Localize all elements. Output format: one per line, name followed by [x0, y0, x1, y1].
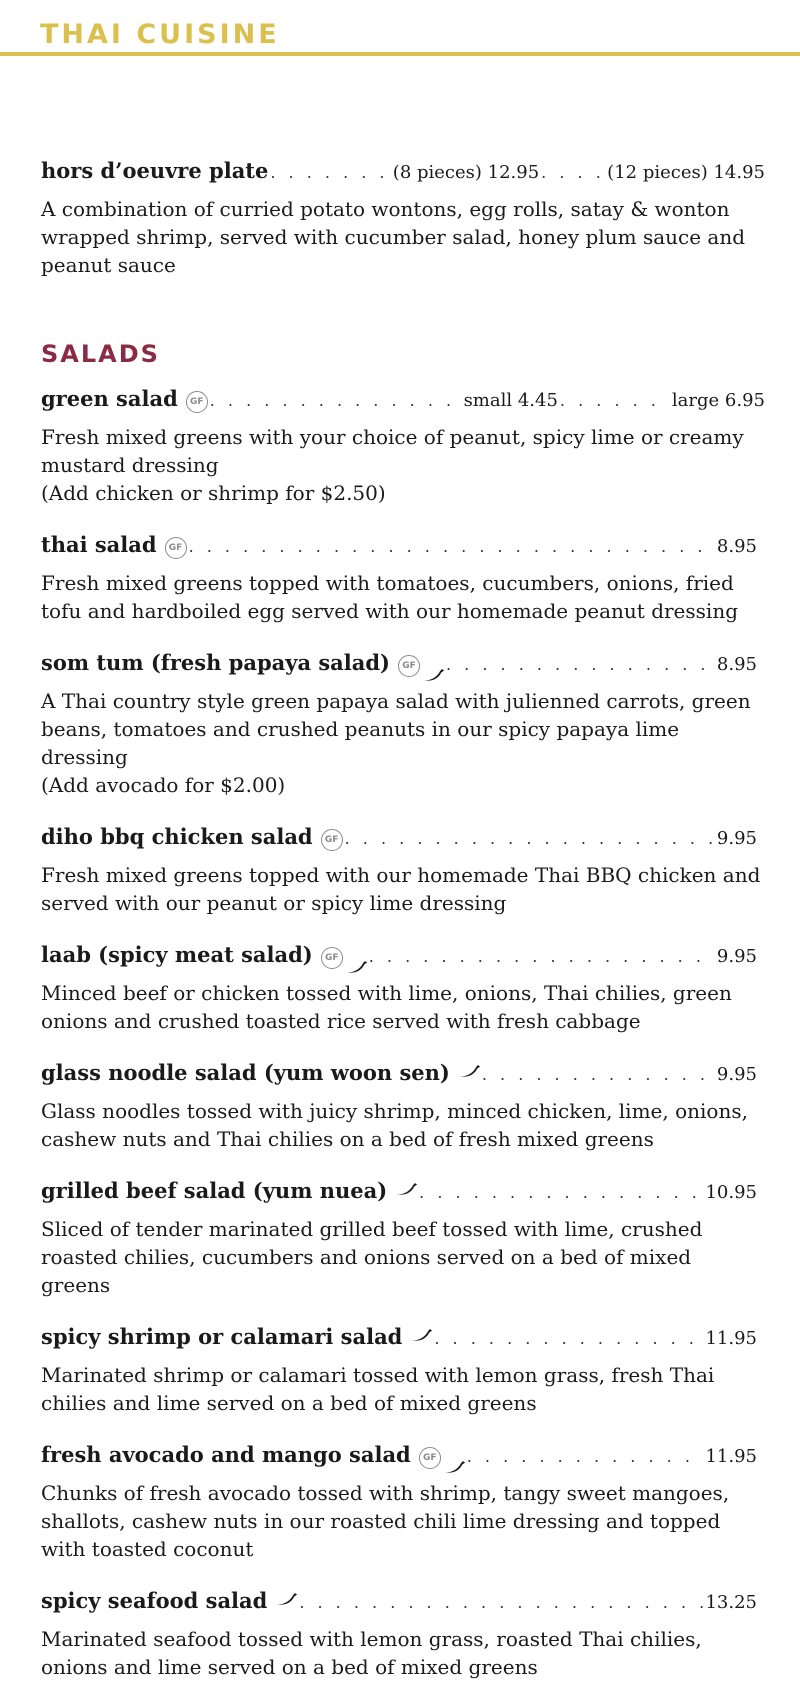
gluten-free-icon: GF [165, 537, 187, 559]
item-line [41, 1321, 765, 1355]
gluten-free-icon: GF [321, 947, 343, 969]
item-description [41, 979, 765, 1035]
menu-item [41, 1057, 765, 1153]
item-name: diho bbq chicken salad [41, 824, 313, 849]
item-line [41, 1585, 765, 1619]
dot-leader [467, 1441, 704, 1473]
item-line [41, 1439, 765, 1473]
item-price: 9.95 [716, 946, 757, 967]
menu-item-hors-doeuvre [41, 155, 765, 279]
item-name: som tum (fresh papaya salad) [41, 650, 390, 675]
item-line [41, 1175, 765, 1209]
item-badges [419, 1449, 465, 1471]
item-line [41, 939, 765, 973]
chili-pepper-icon [422, 659, 444, 673]
item-name: fresh avocado and mango salad [41, 1442, 411, 1467]
description-line: A combination of curried potato wontons, egg rolls, satay & wonton wrapped shrimp, served with cucumber salad, honey plum sauce and peanut sauce [41, 197, 746, 277]
description-line: Fresh mixed greens topped with our homemade Thai BBQ chicken and served with our peanut or spicy lime dressing [41, 863, 761, 915]
item-name: laab (spicy meat salad) [41, 942, 313, 967]
item-line [41, 1057, 765, 1091]
item-description [41, 1097, 765, 1153]
description-line: Glass noodles tossed with juicy shrimp, minced chicken, lime, onions, cashew nuts and Thai chilies on a bed of fresh mixed greens [41, 1099, 748, 1151]
item-description [41, 861, 765, 917]
item-description [41, 569, 765, 625]
dot-leader [419, 1177, 703, 1209]
item-line [41, 383, 765, 417]
dot-leader [345, 823, 715, 855]
menu-item [41, 1321, 765, 1417]
description-line: Marinated shrimp or calamari tossed with lemon grass, fresh Thai chilies and lime served on a bed of mixed greens [41, 1363, 715, 1415]
gluten-free-icon: GF [321, 829, 343, 851]
page-title: THAI CUISINE [40, 19, 280, 50]
dot-leader [560, 385, 670, 417]
description-line: A Thai country style green papaya salad with julienned carrots, green beans, tomatoes and crushed peanuts in our spicy papaya lime dressing [41, 689, 751, 769]
item-line [41, 821, 765, 855]
item-description [41, 423, 765, 507]
price-small: small 4.45 [463, 390, 558, 411]
description-line: Marinated seafood tossed with lemon grass, roasted Thai chilies, onions and lime served on a bed of mixed greens [41, 1627, 702, 1679]
dot-leader [270, 157, 390, 189]
menu-item [41, 529, 765, 625]
item-description [41, 195, 765, 279]
dot-leader [446, 649, 715, 681]
item-name: grilled beef salad (yum nuea) [41, 1178, 388, 1203]
item-name: thai salad [41, 532, 157, 557]
description-line: Minced beef or chicken tossed with lime, onions, Thai chilies, green onions and crushed toasted rice served with fresh cabbage [41, 981, 732, 1033]
description-line: Sliced of tender marinated grilled beef tossed with lime, crushed roasted chilies, cucumbers and onions served on a bed of mixed greens [41, 1217, 703, 1297]
dot-leader [434, 1323, 703, 1355]
item-badges [275, 1585, 297, 1599]
item-line [41, 529, 765, 563]
item-price: 10.95 [705, 1182, 757, 1203]
item-badges [321, 949, 367, 971]
item-name: hors d’oeuvre plate [41, 158, 269, 183]
menu-content [41, 155, 765, 1703]
price-large: large 6.95 [671, 390, 765, 411]
gluten-free-icon: GF [419, 1447, 441, 1469]
chili-pepper-icon [395, 1173, 417, 1187]
description-line: (Add chicken or shrimp for $2.50) [41, 481, 386, 505]
gluten-free-icon: GF [398, 655, 420, 677]
item-line [41, 647, 765, 681]
dot-leader [541, 157, 605, 189]
description-line: (Add avocado for $2.00) [41, 773, 286, 797]
dot-leader [210, 385, 462, 417]
dot-leader [482, 1059, 715, 1091]
item-name: spicy shrimp or calamari salad [41, 1324, 403, 1349]
item-price: 13.25 [705, 1592, 757, 1613]
dot-leader [369, 941, 715, 973]
menu-item [41, 939, 765, 1035]
item-description [41, 1361, 765, 1417]
item-description [41, 1479, 765, 1563]
dot-leader [189, 531, 715, 563]
menu-item [41, 1439, 765, 1563]
chili-pepper-icon [345, 951, 367, 965]
description-line: Chunks of fresh avocado tossed with shrimp, tangy sweet mangoes, shallots, cashew nuts in our roasted chili lime dressing and topped with toasted coconut [41, 1481, 730, 1561]
description-line: Fresh mixed greens topped with tomatoes, cucumbers, onions, fried tofu and hardboiled egg served with our homemade peanut dressing [41, 571, 739, 623]
item-description [41, 1625, 765, 1681]
chili-pepper-icon [275, 1583, 297, 1597]
item-badges [458, 1057, 480, 1071]
menu-item [41, 647, 765, 799]
menu-item [41, 1585, 765, 1681]
item-badges [165, 539, 187, 561]
item-badges [398, 657, 444, 679]
item-badges [321, 831, 343, 853]
item-description [41, 687, 765, 799]
item-price: 9.95 [716, 828, 757, 849]
section-title-salads: SALADS [41, 340, 160, 368]
item-description [41, 1215, 765, 1299]
chili-pepper-icon [443, 1451, 465, 1465]
item-name: glass noodle salad (yum woon sen) [41, 1060, 450, 1085]
price-small: (8 pieces) 12.95 [392, 162, 540, 183]
salad-list [41, 383, 765, 1681]
item-badges [395, 1175, 417, 1189]
dot-leader [299, 1587, 703, 1619]
item-badges [186, 393, 208, 415]
header-bar [0, 0, 800, 56]
item-price: 11.95 [705, 1446, 757, 1467]
item-price: 8.95 [716, 536, 757, 557]
menu-item [41, 1175, 765, 1299]
description-line: Fresh mixed greens with your choice of peanut, spicy lime or creamy mustard dressing [41, 425, 744, 477]
item-price: 9.95 [716, 1064, 757, 1085]
item-line [41, 155, 765, 189]
item-name: green salad [41, 386, 178, 411]
item-price: 11.95 [705, 1328, 757, 1349]
price-large: (12 pieces) 14.95 [607, 162, 765, 183]
gluten-free-icon: GF [186, 391, 208, 413]
menu-item [41, 821, 765, 917]
chili-pepper-icon [458, 1055, 480, 1069]
chili-pepper-icon [410, 1319, 432, 1333]
item-badges [410, 1321, 432, 1335]
item-name: spicy seafood salad [41, 1588, 268, 1613]
item-price: 8.95 [716, 654, 757, 675]
menu-item [41, 383, 765, 507]
